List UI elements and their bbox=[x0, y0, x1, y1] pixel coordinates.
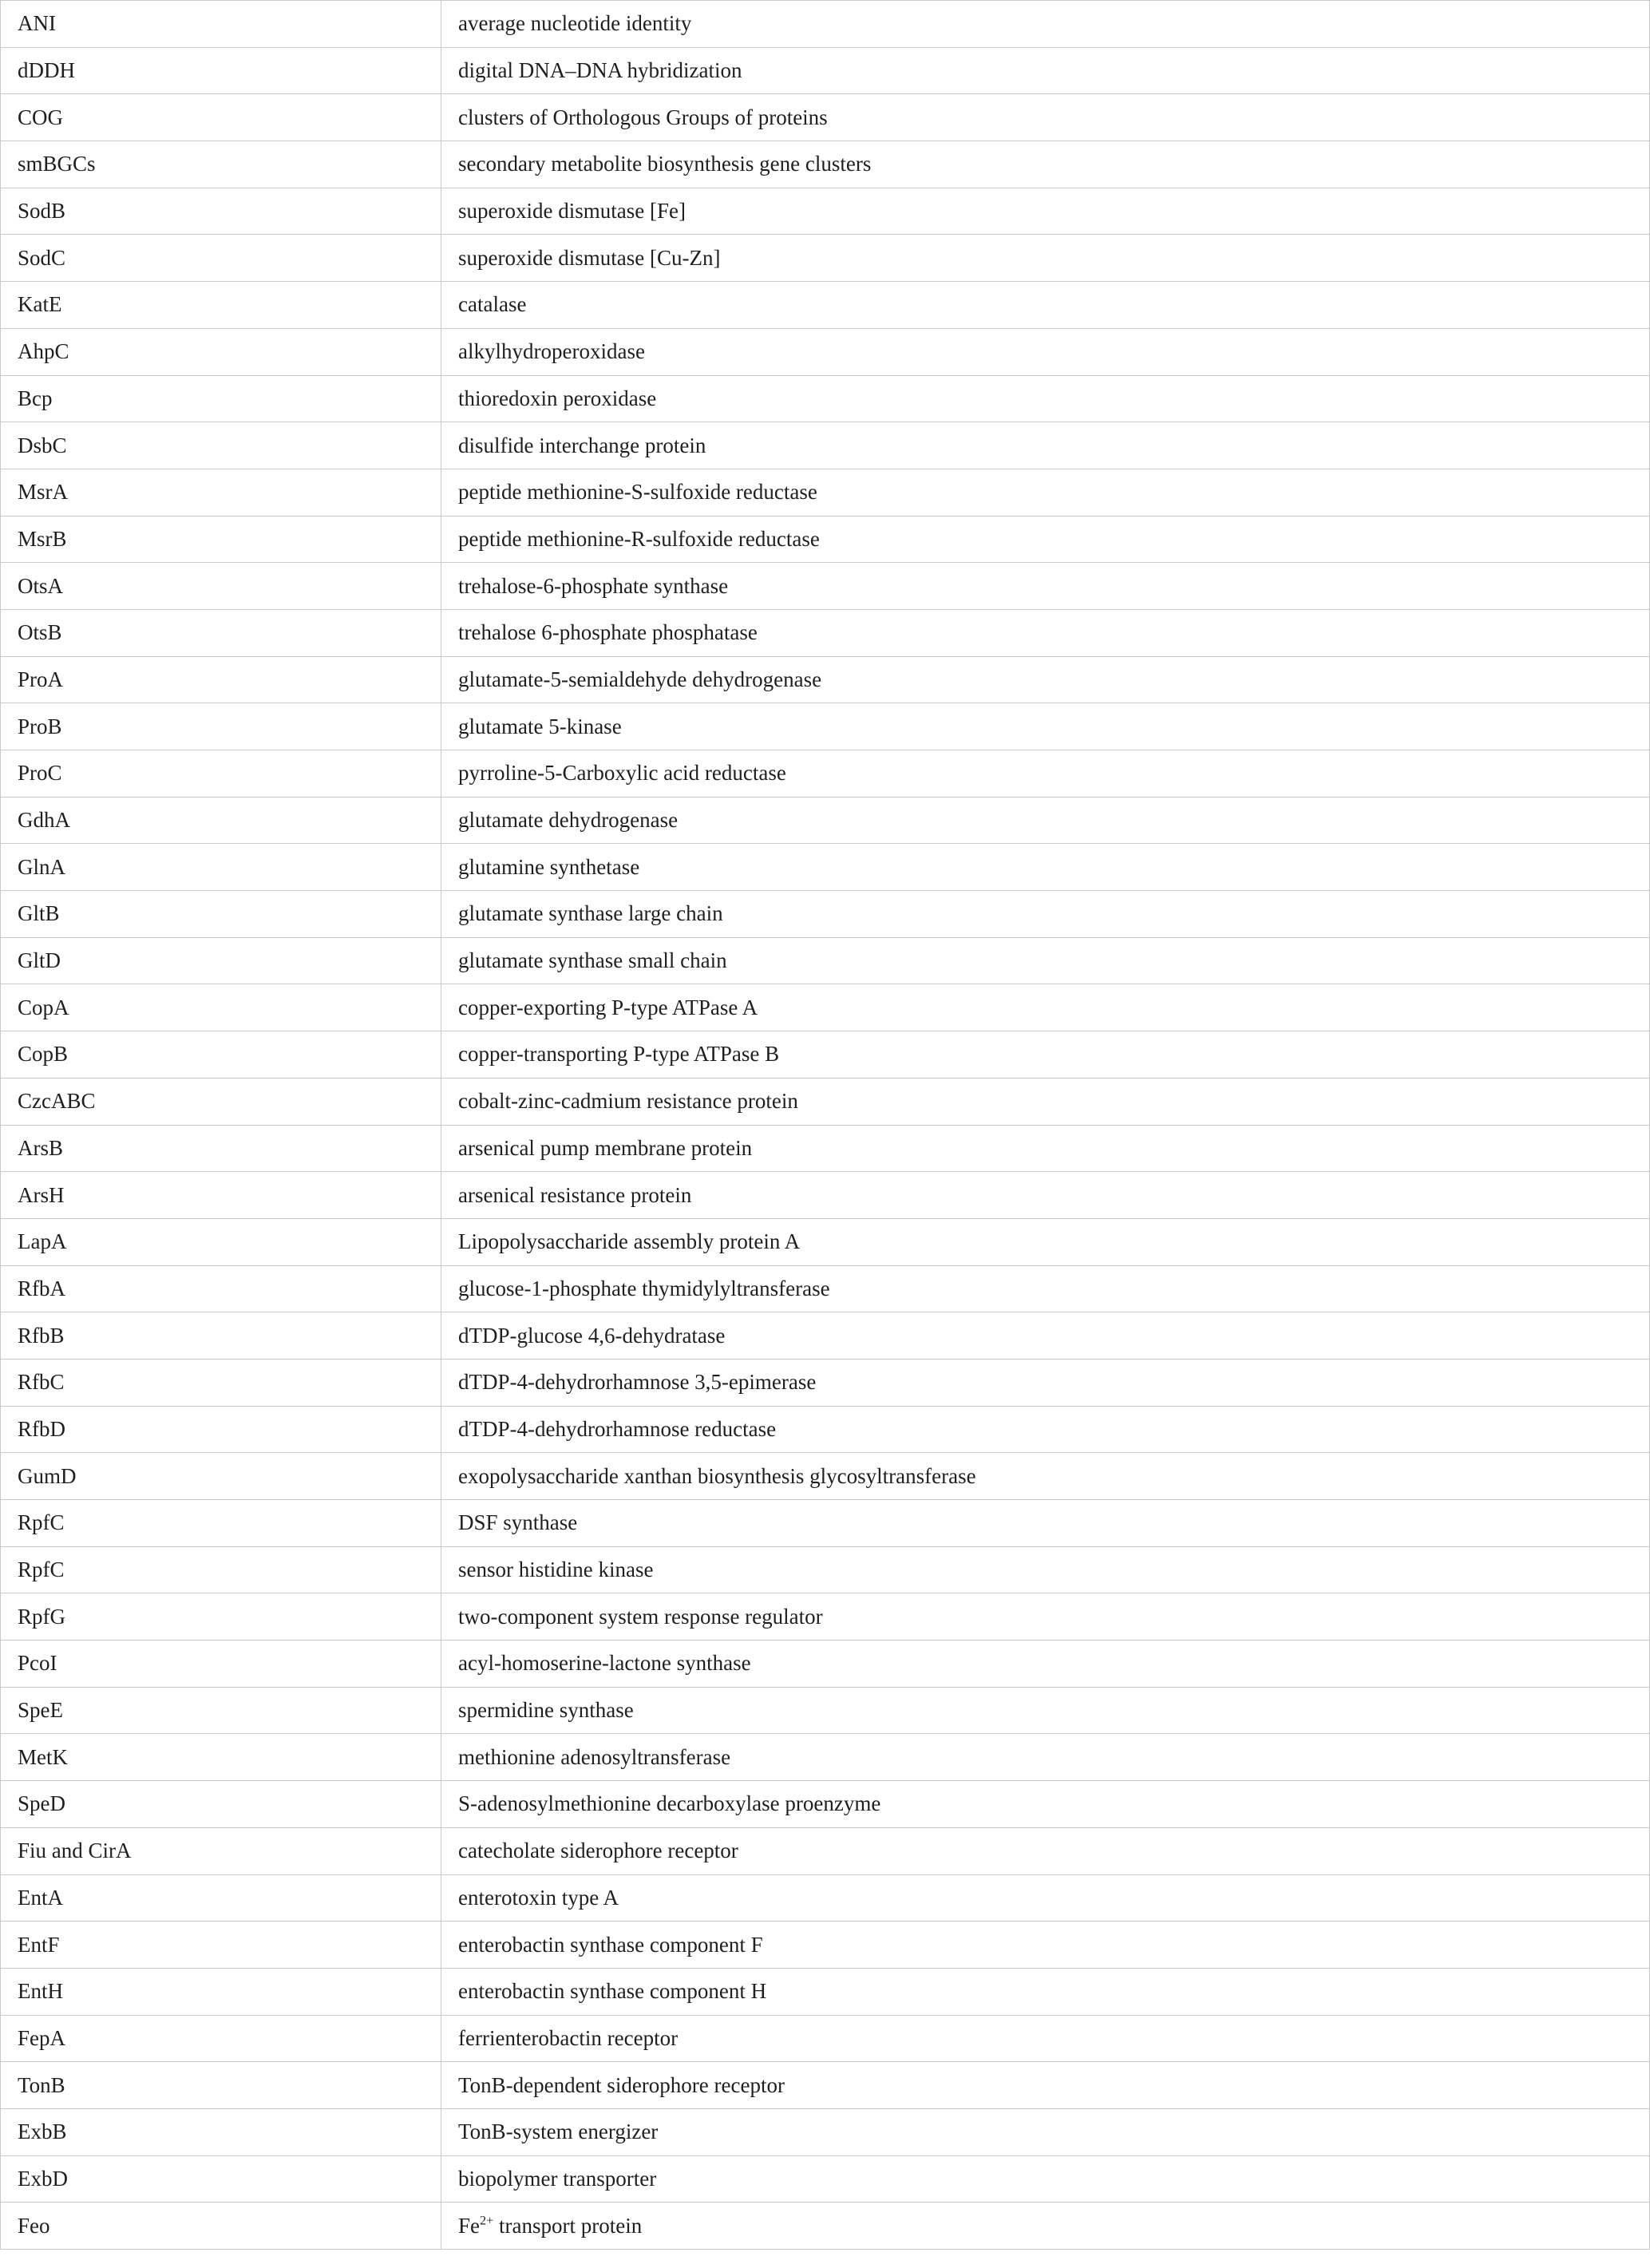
table-row bbox=[1, 609, 1650, 656]
definition-cell: catecholate siderophore receptor bbox=[441, 1827, 1650, 1874]
abbreviation-cell: OtsA bbox=[1, 563, 441, 610]
table-row bbox=[1, 375, 1650, 422]
definition-cell: average nucleotide identity bbox=[441, 1, 1650, 48]
definition-cell: enterobactin synthase component H bbox=[441, 1968, 1650, 2015]
abbreviation-cell: COG bbox=[1, 94, 441, 141]
table-row bbox=[1, 469, 1650, 516]
abbreviation-cell: Fiu and CirA bbox=[1, 1827, 441, 1874]
table-row bbox=[1, 235, 1650, 282]
table-row bbox=[1, 563, 1650, 610]
definition-cell: alkylhydroperoxidase bbox=[441, 328, 1650, 375]
table-row bbox=[1, 282, 1650, 329]
abbreviation-cell: RfbD bbox=[1, 1406, 441, 1453]
table-row bbox=[1, 1172, 1650, 1219]
abbreviation-cell: ProB bbox=[1, 703, 441, 750]
abbreviation-cell: RfbC bbox=[1, 1359, 441, 1406]
abbreviation-cell: Feo bbox=[1, 2203, 441, 2250]
definition-cell: glutamate 5-kinase bbox=[441, 703, 1650, 750]
definition-cell: dTDP-4-dehydrorhamnose 3,5-epimerase bbox=[441, 1359, 1650, 1406]
table-row bbox=[1, 1500, 1650, 1547]
table-row bbox=[1, 844, 1650, 891]
table-row bbox=[1, 750, 1650, 798]
abbreviation-cell: ANI bbox=[1, 1, 441, 48]
abbreviation-cell: GltD bbox=[1, 937, 441, 984]
abbreviation-cell: EntH bbox=[1, 1968, 441, 2015]
abbreviation-cell: smBGCs bbox=[1, 141, 441, 188]
definition-cell: digital DNA–DNA hybridization bbox=[441, 47, 1650, 94]
definition-cell: Lipopolysaccharide assembly protein A bbox=[441, 1218, 1650, 1265]
table-row bbox=[1, 1, 1650, 48]
definition-cell bbox=[441, 2203, 1650, 2250]
definition-text: transport protein bbox=[493, 2213, 643, 2238]
definition-cell: thioredoxin peroxidase bbox=[441, 375, 1650, 422]
abbreviation-cell: ProC bbox=[1, 750, 441, 798]
table-row bbox=[1, 1641, 1650, 1688]
abbreviation-cell: OtsB bbox=[1, 609, 441, 656]
abbreviation-cell: DsbC bbox=[1, 422, 441, 469]
table-row bbox=[1, 516, 1650, 563]
table-row bbox=[1, 188, 1650, 235]
abbreviation-cell: GdhA bbox=[1, 797, 441, 844]
table-row bbox=[1, 1593, 1650, 1641]
table-row bbox=[1, 1406, 1650, 1453]
abbreviation-cell: MsrA bbox=[1, 469, 441, 516]
definition-cell: catalase bbox=[441, 282, 1650, 329]
abbreviation-cell: dDDH bbox=[1, 47, 441, 94]
definition-cell: arsenical pump membrane protein bbox=[441, 1125, 1650, 1172]
abbreviation-cell: LapA bbox=[1, 1218, 441, 1265]
table-row bbox=[1, 1265, 1650, 1312]
abbreviation-cell: RpfC bbox=[1, 1500, 441, 1547]
definition-cell: superoxide dismutase [Cu-Zn] bbox=[441, 235, 1650, 282]
definition-cell: trehalose-6-phosphate synthase bbox=[441, 563, 1650, 610]
definition-cell: TonB-system energizer bbox=[441, 2108, 1650, 2155]
abbreviation-cell: FepA bbox=[1, 2015, 441, 2062]
abbreviation-cell: SpeE bbox=[1, 1687, 441, 1734]
table-row bbox=[1, 1781, 1650, 1828]
definition-text: Fe bbox=[458, 2213, 480, 2238]
superscript-text: 2+ bbox=[480, 2213, 494, 2228]
abbreviation-cell: CopB bbox=[1, 1031, 441, 1079]
abbreviation-cell: ExbD bbox=[1, 2155, 441, 2203]
abbreviation-cell: GlnA bbox=[1, 844, 441, 891]
table-row bbox=[1, 94, 1650, 141]
abbreviation-cell: SodC bbox=[1, 235, 441, 282]
table-row bbox=[1, 1031, 1650, 1079]
definition-cell: clusters of Orthologous Groups of proteins bbox=[441, 94, 1650, 141]
abbreviation-cell: CzcABC bbox=[1, 1078, 441, 1125]
abbreviation-cell: PcoI bbox=[1, 1641, 441, 1688]
abbreviation-cell: Bcp bbox=[1, 375, 441, 422]
abbreviation-cell: EntA bbox=[1, 1874, 441, 1922]
table-row bbox=[1, 2062, 1650, 2109]
table-row bbox=[1, 2108, 1650, 2155]
abbreviation-cell: MetK bbox=[1, 1734, 441, 1781]
table-row bbox=[1, 937, 1650, 984]
table-row bbox=[1, 1312, 1650, 1360]
abbreviation-cell: AhpC bbox=[1, 328, 441, 375]
definition-cell: copper-exporting P-type ATPase A bbox=[441, 984, 1650, 1031]
table-row bbox=[1, 1453, 1650, 1500]
table-row bbox=[1, 1687, 1650, 1734]
definition-cell: arsenical resistance protein bbox=[441, 1172, 1650, 1219]
abbreviation-cell: MsrB bbox=[1, 516, 441, 563]
definition-cell: ferrienterobactin receptor bbox=[441, 2015, 1650, 2062]
table-row bbox=[1, 2203, 1650, 2250]
table-row bbox=[1, 422, 1650, 469]
abbreviation-cell: SpeD bbox=[1, 1781, 441, 1828]
definition-cell: enterotoxin type A bbox=[441, 1874, 1650, 1922]
definition-cell: glutamate synthase small chain bbox=[441, 937, 1650, 984]
abbreviation-cell: RfbB bbox=[1, 1312, 441, 1360]
table-row bbox=[1, 1078, 1650, 1125]
definition-cell: acyl-homoserine-lactone synthase bbox=[441, 1641, 1650, 1688]
abbreviation-cell: RfbA bbox=[1, 1265, 441, 1312]
definition-cell: glutamate-5-semialdehyde dehydrogenase bbox=[441, 656, 1650, 703]
definition-cell: exopolysaccharide xanthan biosynthesis glycosyltransferase bbox=[441, 1453, 1650, 1500]
abbreviation-cell: ArsH bbox=[1, 1172, 441, 1219]
table-row bbox=[1, 703, 1650, 750]
definition-cell: copper-transporting P-type ATPase B bbox=[441, 1031, 1650, 1079]
table-row bbox=[1, 1218, 1650, 1265]
table-row bbox=[1, 1359, 1650, 1406]
table-row bbox=[1, 2155, 1650, 2203]
table-row bbox=[1, 2015, 1650, 2062]
definition-cell: trehalose 6-phosphate phosphatase bbox=[441, 609, 1650, 656]
table-row bbox=[1, 984, 1650, 1031]
table-row bbox=[1, 1546, 1650, 1593]
definition-cell: S-adenosylmethionine decarboxylase proenzyme bbox=[441, 1781, 1650, 1828]
abbreviation-cell: ProA bbox=[1, 656, 441, 703]
abbreviation-cell: RpfG bbox=[1, 1593, 441, 1641]
abbreviation-cell: SodB bbox=[1, 188, 441, 235]
table-row bbox=[1, 1922, 1650, 1969]
definition-cell: enterobactin synthase component F bbox=[441, 1922, 1650, 1969]
definition-cell: TonB-dependent siderophore receptor bbox=[441, 2062, 1650, 2109]
table-row bbox=[1, 797, 1650, 844]
abbreviation-cell: ArsB bbox=[1, 1125, 441, 1172]
table-row bbox=[1, 1827, 1650, 1874]
abbreviation-cell: TonB bbox=[1, 2062, 441, 2109]
definition-cell: two-component system response regulator bbox=[441, 1593, 1650, 1641]
definition-cell: glutamine synthetase bbox=[441, 844, 1650, 891]
definition-cell: pyrroline-5-Carboxylic acid reductase bbox=[441, 750, 1650, 798]
abbreviations-table-body bbox=[1, 1, 1650, 2250]
definition-cell: peptide methionine-S-sulfoxide reductase bbox=[441, 469, 1650, 516]
abbreviation-cell: GumD bbox=[1, 1453, 441, 1500]
table-row bbox=[1, 328, 1650, 375]
definition-cell: dTDP-glucose 4,6-dehydratase bbox=[441, 1312, 1650, 1360]
abbreviation-cell: CopA bbox=[1, 984, 441, 1031]
definition-cell: disulfide interchange protein bbox=[441, 422, 1650, 469]
definition-cell: superoxide dismutase [Fe] bbox=[441, 188, 1650, 235]
table-row bbox=[1, 656, 1650, 703]
table-row bbox=[1, 1968, 1650, 2015]
definition-cell: spermidine synthase bbox=[441, 1687, 1650, 1734]
definition-cell: secondary metabolite biosynthesis gene clusters bbox=[441, 141, 1650, 188]
definition-cell: methionine adenosyltransferase bbox=[441, 1734, 1650, 1781]
table-row bbox=[1, 47, 1650, 94]
definition-cell: sensor histidine kinase bbox=[441, 1546, 1650, 1593]
definition-cell: cobalt-zinc-cadmium resistance protein bbox=[441, 1078, 1650, 1125]
table-row bbox=[1, 891, 1650, 938]
definition-cell: glutamate synthase large chain bbox=[441, 891, 1650, 938]
definition-cell: peptide methionine-R-sulfoxide reductase bbox=[441, 516, 1650, 563]
abbreviation-cell: ExbB bbox=[1, 2108, 441, 2155]
abbreviation-cell: EntF bbox=[1, 1922, 441, 1969]
abbreviation-cell: GltB bbox=[1, 891, 441, 938]
table-row bbox=[1, 1125, 1650, 1172]
definition-cell: glutamate dehydrogenase bbox=[441, 797, 1650, 844]
definition-cell: DSF synthase bbox=[441, 1500, 1650, 1547]
definition-cell: biopolymer transporter bbox=[441, 2155, 1650, 2203]
table-row bbox=[1, 1734, 1650, 1781]
abbreviation-cell: KatE bbox=[1, 282, 441, 329]
abbreviation-cell: RpfC bbox=[1, 1546, 441, 1593]
definition-cell: glucose-1-phosphate thymidylyltransferase bbox=[441, 1265, 1650, 1312]
table-row bbox=[1, 1874, 1650, 1922]
definition-cell: dTDP-4-dehydrorhamnose reductase bbox=[441, 1406, 1650, 1453]
table-row bbox=[1, 141, 1650, 188]
